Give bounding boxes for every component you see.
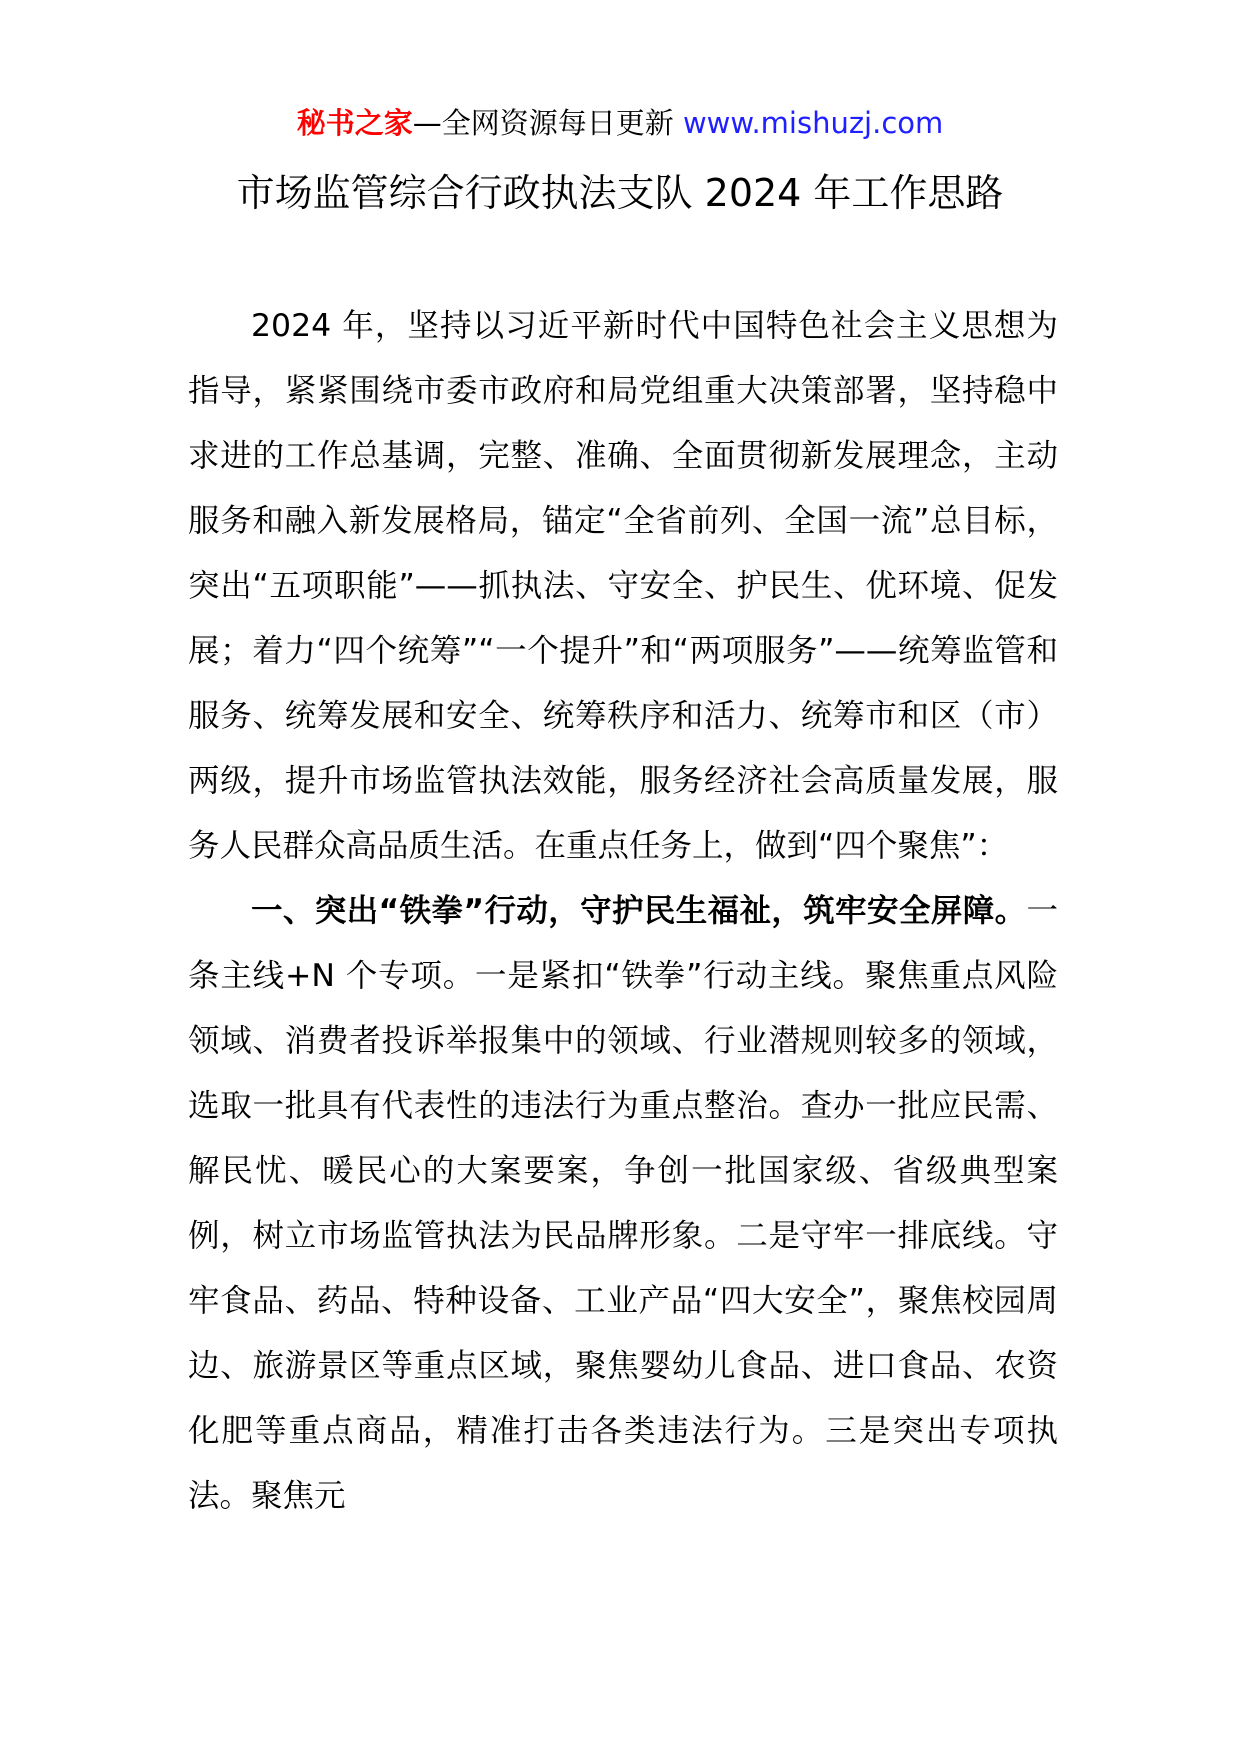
section-1-heading: 一、突出“铁拳”行动，守护民生福祉，筑牢安全屏障。 bbox=[251, 893, 1027, 929]
site-url-link[interactable]: www.mishuzj.com bbox=[682, 106, 944, 140]
paragraph-section-1 bbox=[188, 879, 1058, 1529]
header-tagline: —全网资源每日更新 bbox=[412, 106, 674, 140]
document-title: 市场监管综合行政执法支队 2024 年工作思路 bbox=[236, 171, 1004, 215]
site-header bbox=[0, 103, 1240, 143]
paragraph-intro-text: 2024 年，坚持以习近平新时代中国特色社会主义思想为指导，紧紧围绕市委市政府和局党组重大决策部署，坚持稳中求进的工作总基调，完整、准确、全面贯彻新发展理念，主动服务和融入新发展格局，锚定“全省前列、全国一流”总目标，突出“五项职能”——抓执法、守安全、护民生、优环境、促发展；着力“四个统筹”“一个提升”和“两项服务”——统筹监管和服务、统筹发展和安全、统筹秩序和活力、统筹市和区（市）两级，提升市场监管执法效能，服务经济社会高质量发展，服务人民群众高品质生活。在重点任务上，做到“四个聚焦”： bbox=[188, 308, 1058, 864]
document-body bbox=[188, 294, 1058, 1529]
paragraph-intro bbox=[188, 294, 1058, 879]
section-1-text: 一条主线+N 个专项。一是紧扣“铁拳”行动主线。聚焦重点风险领域、消费者投诉举报集中的领域、行业潜规则较多的领域，选取一批具有代表性的违法行为重点整治。查办一批应民需、解民忧、暖民心的大案要案，争创一批国家级、省级典型案例，树立市场监管执法为民品牌形象。二是守牢一排底线。守牢食品、药品、特种设备、工业产品“四大安全”，聚焦校园周边、旅游景区等重点区域，聚焦婴幼儿食品、进口食品、农资化肥等重点商品，精准打击各类违法行为。三是突出专项执法。聚焦元 bbox=[188, 893, 1058, 1514]
brand-name: 秘书之家 bbox=[296, 106, 413, 140]
